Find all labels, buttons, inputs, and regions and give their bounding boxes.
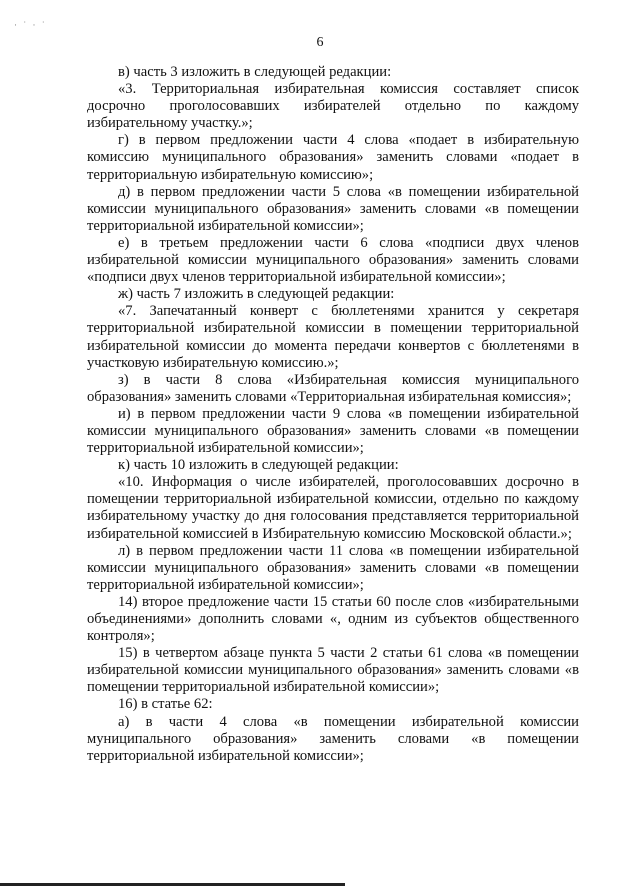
document-body bbox=[87, 64, 579, 765]
paragraph: «3. Территориальная избирательная комиссия составляет список досрочно проголосовавших избирателей отдельно по каждому избирательному участку.»; bbox=[87, 81, 579, 132]
paragraph: «10. Информация о числе избирателей, проголосовавших досрочно в помещении территориальной избирательной комиссии, отдельно по каждому избирательному участку до дня голосования представляется территориальной избирательной комиссией в Избирательную комиссию Московской области.»; bbox=[87, 474, 579, 542]
paragraph: а) в части 4 слова «в помещении избирательной комиссии муниципального образования» заменить словами «в помещении территориальной избирательной комиссии»; bbox=[87, 713, 579, 764]
paragraph: ж) часть 7 изложить в следующей редакции: bbox=[118, 286, 395, 303]
paragraph: «7. Запечатанный конверт с бюллетенями хранится у секретаря территориальной избирательной комиссии в помещении территориальной избирательной комиссии до момента передачи конвертов с бюллетенями в участковую избирательную комиссию.»; bbox=[87, 303, 579, 371]
paragraph: к) часть 10 изложить в следующей редакции: bbox=[118, 457, 399, 474]
paragraph: д) в первом предложении части 5 слова «в помещении избирательной комиссии муниципального образования» заменить словами «в помещении территориальной избирательной комиссии»; bbox=[87, 183, 579, 234]
scan-artifact: · ˙ · ˙ bbox=[14, 20, 47, 30]
paragraph: в) часть 3 изложить в следующей редакции: bbox=[118, 64, 392, 80]
paragraph: е) в третьем предложении части 6 слова «подписи двух членов избирательной комиссии муниципального образования» заменить словами «подписи двух членов территориальной избирательной комиссии»; bbox=[87, 234, 579, 286]
paragraph: л) в первом предложении части 11 слова «в помещении избирательной комиссии муниципального образования» заменить словами «в помещении территориальной избирательной комиссии»; bbox=[87, 542, 579, 593]
bottom-scan-rule bbox=[0, 883, 345, 886]
paragraph: 16) в статье 62: bbox=[118, 696, 213, 713]
page-number: 6 bbox=[316, 35, 324, 50]
paragraph: з) в части 8 слова «Избирательная комиссия муниципального образования» заменить словами «Территориальная избирательная комиссия»; bbox=[87, 371, 579, 405]
paragraph: 15) в четвертом абзаце пункта 5 части 2 статьи 61 слова «в помещении избирательной комиссии муниципального образования» заменить словами «в помещении территориальной избирательной комиссии»; bbox=[87, 645, 579, 696]
paragraph: г) в первом предложении части 4 слова «подает в избирательную комиссию муниципального образования» заменить словами «подает в территориальную избирательную комиссию»; bbox=[87, 132, 579, 183]
paragraph: 14) второе предложение части 15 статьи 60 после слов «избирательными объединениями» дополнить словами «, одним из субъектов общественного контроля»; bbox=[87, 593, 579, 645]
paragraph: и) в первом предложении части 9 слова «в помещении избирательной комиссии муниципального образования» заменить словами «в помещении территориальной избирательной комиссии»; bbox=[87, 405, 579, 457]
